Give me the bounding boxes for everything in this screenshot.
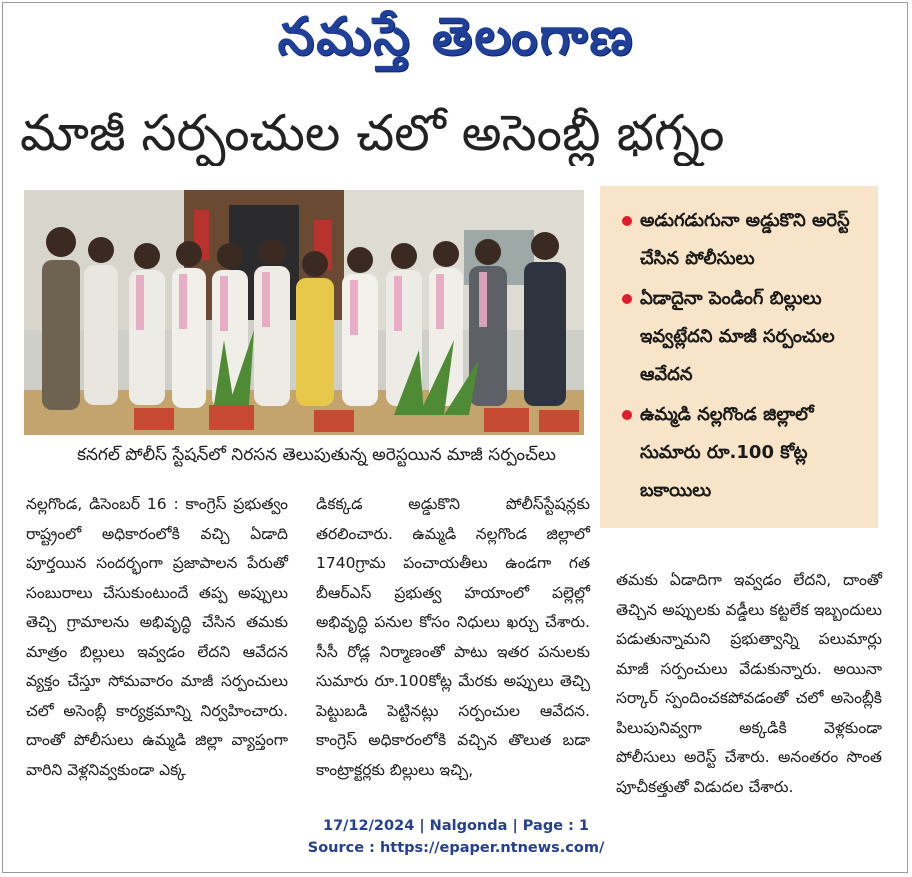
protest-photo-illustration [24, 190, 584, 435]
article-text: నల్లగొండ, డిసెంబర్ 16 : కాంగ్రెస్ ప్రభుత్వం రాష్ట్రంలో అధికారంలోకి వచ్చి ఏడాది పూర్తయిన సందర్భంగా ప్రజాపాలన పేరుతో సంబురాలు చేసుకుంటుందే తప్ప అప్పులు తెచ్చి గ్రామాలను అభివృద్ధి చేసిన తమకు మాత్రం బిల్లులు ఇవ్వడం లేదని ఆవేదన వ్యక్తం చేస్తూ సోమవారం మాజీ సర్పంచులు చలో అసెంబ్లీ కార్యక్రమాన్ని నిర్వహించారు. దాంతో పోలీసులు ఉమ్మడి జిల్లా వ్యాప్తంగా వారిని వెళ్లనివ్వకుండా ఎక్క [26, 495, 288, 779]
highlight-item [622, 202, 868, 278]
bullet-dot-icon [622, 294, 632, 304]
highlight-text: ఏడాదైనా పెండింగ్ బిల్లులు ఇవ్వట్లేదని మాజీ సర్పంచుల ఆవేదన [640, 288, 835, 385]
article-column-3 [616, 566, 882, 802]
source-link[interactable]: Source : https://epaper.ntnews.com/ [307, 840, 605, 856]
highlight-text: ఉమ్మడి నల్లగొండ జిల్లాలో సుమారు రూ.100 కోట్ల బకాయిలు [640, 404, 814, 501]
photo-caption: కనగల్ పోలీస్ స్టేషన్‌లో నిరసన తెలుపుతున్న అరెస్టయిన మాజీ సర్పంచ్‌లు [77, 445, 556, 465]
highlight-item [622, 396, 868, 510]
newspaper-masthead: నమస్తే తెలంగాణ [277, 7, 635, 67]
article-text: డికక్కడ అడ్డుకొని పోలీస్‌స్టేషన్లకు తరలించారు. ఉమ్మడి నల్లగొండ జిల్లాలో 1740గ్రామ పంచాయతీలు ఉండగా గత బీఆర్‌ఎస్ ప్రభుత్వ హయాంలో పల్లెల్లో అభివృద్ధి పనుల కోసం నిధులు ఖర్చు చేశారు. సీసీ రోడ్ల నిర్మాణంతో పాటు ఇతర పనులకు సుమారు రూ.100కోట్ల మేరకు అప్పులు తెచ్చి పెట్టుబడి పెట్టినట్లు సర్పంచుల ఆవేదన. కాంగ్రెస్ అధికారంలోకి వచ్చిన తొలుత బడా కాంట్రాక్టర్లకు బిల్లులు ఇచ్చి, [316, 495, 590, 779]
highlight-item [622, 280, 868, 394]
bullet-dot-icon [622, 410, 632, 420]
article-column-1 [26, 490, 288, 785]
highlights-box [600, 186, 878, 528]
article-headline: మాజీ సర్పంచుల చలో అసెంబ్లీ భగ్నం [20, 104, 725, 162]
article-column-2 [316, 490, 590, 785]
edition-info: 17/12/2024 | Nalgonda | Page : 1 [322, 818, 590, 834]
article-text: తమకు ఏడాదిగా ఇవ్వడం లేదని, దాంతో తెచ్చిన అప్పులకు వడ్డీలు కట్టలేక ఇబ్బందులు పడుతున్నామని ప్రభుత్వాన్ని పలుమార్లు మాజీ సర్పంచులు వేడుకున్నారు. అయినా సర్కార్ స్పందించకపోవడంతో చలో అసెంబ్లీకి పిలుపునివ్వగా అక్కడికి వెళ్లకుండా పోలీసులు అరెస్ట్ చేశారు. అనంతరం సొంత పూచీకత్తుతో విడుదల చేశారు. [616, 571, 882, 796]
news-photo [24, 190, 584, 435]
highlight-text: అడుగడుగునా అడ్డుకొని అరెస్ట్ చేసిన పోలీసులు [640, 210, 850, 269]
bullet-dot-icon [622, 216, 632, 226]
